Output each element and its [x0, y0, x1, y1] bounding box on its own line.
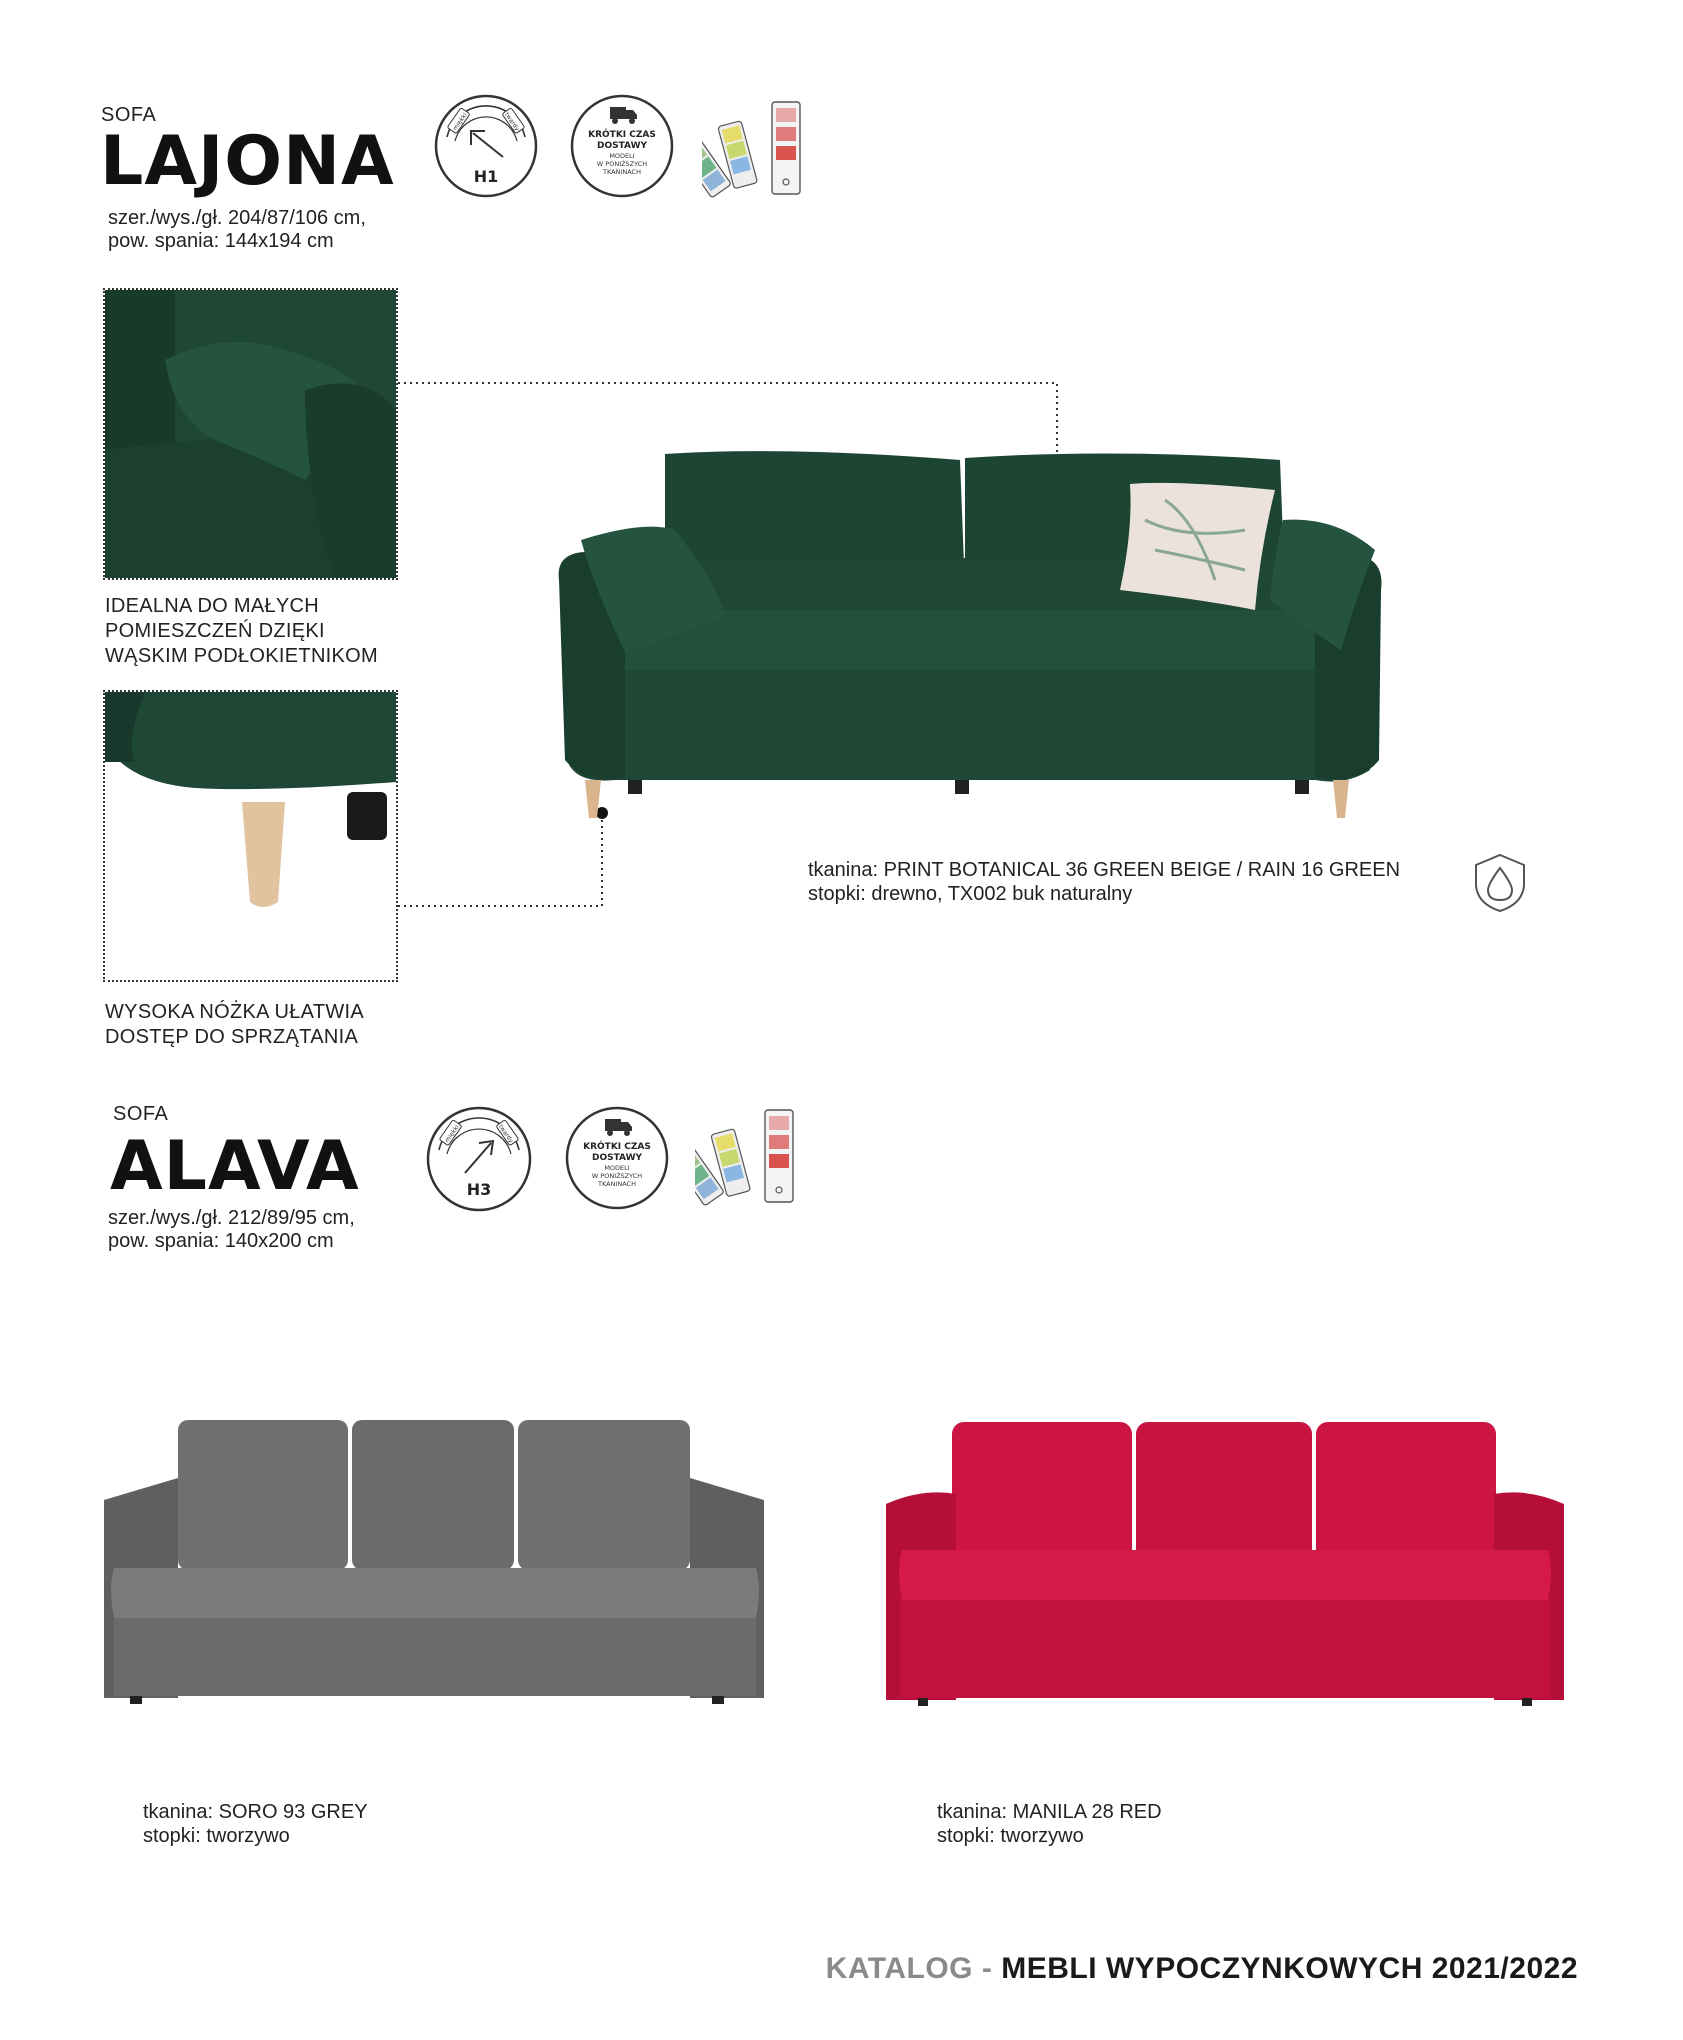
lajona-fabric-line: tkanina: PRINT BOTANICAL 36 GREEN BEIGE / RAIN 16 GREEN [808, 859, 1401, 881]
footer-title: MEBLI WYPOCZYNKOWYCH 2021/2022 [1001, 1952, 1578, 1985]
svg-text:miękki: miękki [451, 111, 469, 132]
svg-text:DOSTAWY: DOSTAWY [591, 1153, 643, 1163]
lajona-dims-line: szer./wys./gł. 204/87/106 cm, [108, 207, 366, 229]
alava-sofa-red-image [882, 1420, 1568, 1710]
lajona-sleep-line: pow. spania: 144x194 cm [108, 230, 334, 252]
lajona-fabric-info [808, 858, 1400, 906]
alava-sofa-grey-image [100, 1418, 770, 1708]
alava-sleep-line: pow. spania: 140x200 cm [108, 1230, 334, 1252]
lajona-kicker: SOFA [101, 104, 157, 126]
svg-text:W PONIŻSZYCH: W PONIŻSZYCH [591, 1172, 643, 1180]
svg-text:MODELI: MODELI [604, 1164, 630, 1172]
firmness-gauge-icon [425, 1105, 533, 1213]
color-palette-icon [695, 1108, 799, 1208]
water-repellent-icon [1472, 852, 1528, 914]
lajona-detail1-caption: IDEALNA DO MAŁYCH POMIESZCZEŃ DZIĘKI WĄSKIM PODŁOKIETNIKOM [105, 595, 378, 667]
svg-text:TKANINACH: TKANINACH [598, 1180, 636, 1188]
alava-dimensions [108, 1207, 355, 1253]
lajona-title: LAJONA [100, 122, 395, 201]
alava-kicker: SOFA [113, 1103, 169, 1125]
svg-text:DOSTAWY: DOSTAWY [596, 141, 648, 151]
alava-title: ALAVA [110, 1127, 360, 1206]
svg-text:KRÓTKI CZAS: KRÓTKI CZAS [588, 130, 656, 140]
lajona-sofa-image [555, 440, 1385, 820]
svg-text:miękki: miękki [443, 1123, 461, 1144]
lajona-firmness-label: H1 [473, 167, 499, 186]
svg-text:TKANINACH: TKANINACH [603, 168, 641, 176]
lajona-legs-line: stopki: drewno, TX002 buk naturalny [808, 883, 1133, 905]
alava-red-fabric-info: tkanina: MANILA 28 RED stopki: tworzywo [937, 1801, 1162, 1847]
svg-text:twardy: twardy [496, 1123, 515, 1145]
alava-grey-fabric-info: tkanina: SORO 93 GREY stopki: tworzywo [143, 1801, 368, 1847]
svg-text:twardy: twardy [502, 111, 521, 133]
footer-katalog: KATALOG [825, 1952, 974, 1985]
footer-dash: - [973, 1952, 1002, 1985]
lajona-detail2-caption: WYSOKA NÓŻKA UŁATWIA DOSTĘP DO SPRZĄTANIA [105, 1001, 365, 1048]
svg-text:W PONIŻSZYCH: W PONIŻSZYCH [596, 160, 648, 168]
svg-text:KRÓTKI CZAS: KRÓTKI CZAS [583, 1142, 651, 1152]
alava-dims-line: szer./wys./gł. 212/89/95 cm, [108, 1207, 355, 1229]
alava-firmness-label: H3 [466, 1180, 492, 1199]
svg-text:MODELI: MODELI [609, 152, 635, 160]
delivery-truck-icon [563, 1105, 671, 1211]
catalog-footer [826, 1952, 1578, 1986]
